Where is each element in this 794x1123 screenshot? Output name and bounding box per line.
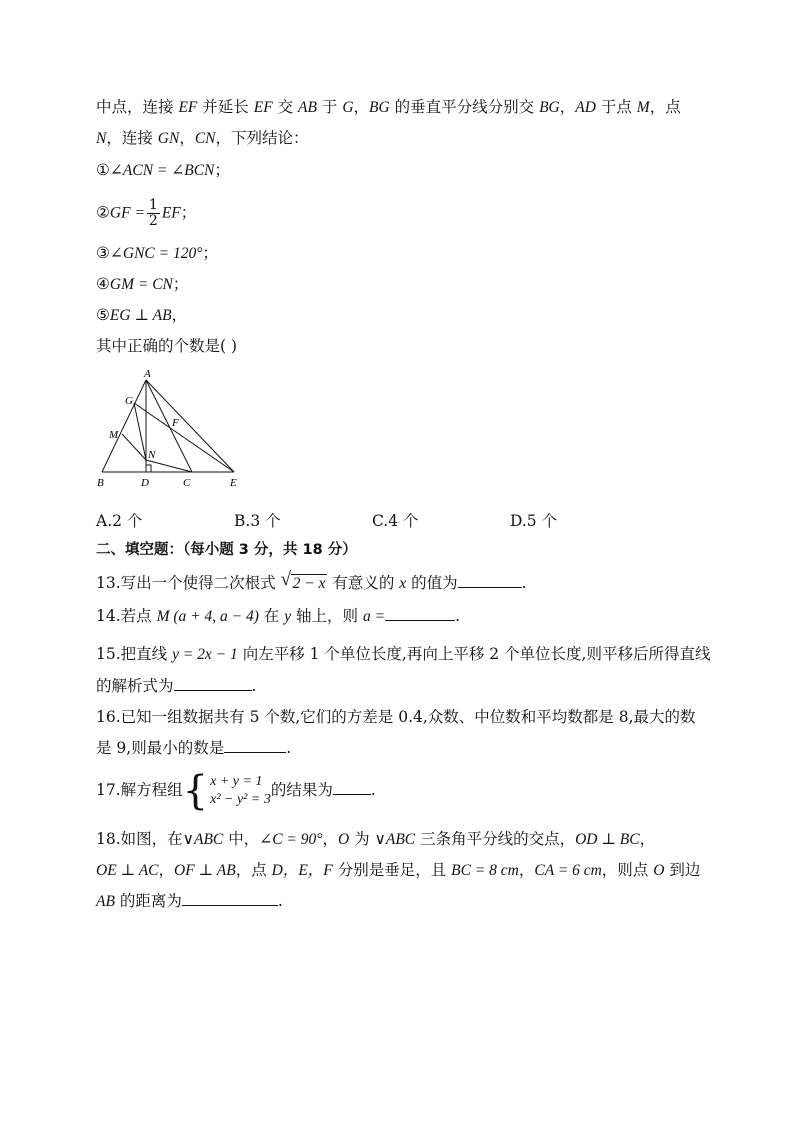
- segment-NC: [146, 460, 192, 472]
- segment-AB: [102, 380, 146, 472]
- q14: 14.若点 M (a + 4, a − 4) 在 y 轴上，则 a = .: [96, 607, 460, 625]
- label-B: B: [97, 477, 104, 488]
- option-b[interactable]: B.3 个: [234, 512, 281, 530]
- option-c[interactable]: C.4 个: [372, 512, 419, 530]
- equation-system: x + y = 1 x² − y² = 3: [210, 774, 271, 807]
- segment-MN: [122, 434, 146, 460]
- label-G: G: [125, 395, 133, 407]
- q18-line-3: AB 的距离为 .: [96, 892, 283, 910]
- q12-line-2: N，连接 GN，CN，下列结论：: [96, 129, 309, 147]
- q16-answer-blank[interactable]: [224, 738, 286, 753]
- label-E: E: [230, 477, 237, 488]
- q16-line-2: 是 9,则最小的数是 .: [96, 739, 292, 757]
- q18-line-2: OE ⊥ AC，OF ⊥ AB，点 D，E，F 分别是垂足，且 BC = 8 cm，CA = 6 cm，则点 O 到边: [96, 861, 701, 879]
- q17: 17.解方程组{ x + y = 1 x² − y² = 3 的结果为 .: [96, 768, 376, 814]
- segment-AE: [146, 380, 234, 472]
- option-d[interactable]: D.5 个: [510, 512, 558, 530]
- label-C: C: [183, 477, 191, 488]
- segment-GE: [134, 403, 234, 472]
- fraction-one-half: $\frac{1}{2}$: [148, 197, 158, 229]
- conclusion-1: ①∠ACN = ∠BCN；: [96, 161, 230, 179]
- section-title: 二、填空题：（每小题 3 分，共 18 分）: [96, 542, 357, 558]
- q12-question: 其中正确的个数是( ): [96, 337, 238, 355]
- right-angle-mark: [146, 465, 151, 472]
- triangle-figure: [90, 364, 250, 488]
- q18-line-1: 18.如图，在∨ABC 中，∠C = 90°，O 为 ∨ABC 三条角平分线的交点，OD ⊥ BC，: [96, 830, 656, 848]
- q15-line-2: 的解析式为 .: [96, 677, 257, 695]
- q14-answer-blank[interactable]: [385, 606, 455, 621]
- q17-answer-blank[interactable]: [333, 780, 371, 795]
- conclusion-2: ②GF = $\frac{1}{2}$ EF；: [96, 197, 197, 229]
- q13-answer-blank[interactable]: [458, 573, 522, 588]
- label-A: A: [144, 368, 151, 380]
- option-a[interactable]: A.2 个: [96, 512, 143, 530]
- segment-GN: [134, 403, 146, 460]
- q15-answer-blank[interactable]: [174, 676, 252, 691]
- label-F: F: [172, 417, 179, 429]
- conclusion-5: ⑤EG ⊥ AB，: [96, 306, 188, 324]
- q13: 13.写出一个使得二次根式 √ 2 − x 有意义的 x 的值为 .: [96, 569, 527, 592]
- q16-line-1: 16.已知一组数据共有 5 个数,它们的方差是 0.4,众数、中位数和平均数都是 8,最大的数: [96, 708, 696, 726]
- conclusion-3: ③∠GNC = 120°；: [96, 244, 218, 262]
- conclusion-4: ④GM = CN；: [96, 275, 189, 293]
- q15-line-1: 15.把直线 y = 2x − 1 向左平移 1 个单位长度,再向上平移 2 个单位长度,则平移后所得直线: [96, 645, 711, 663]
- left-brace-icon: {: [182, 768, 209, 814]
- label-N: N: [148, 449, 156, 461]
- q12-line-1: 中点，连接 EF 并延长 EF 交 AB 于 G，BG 的垂直平分线分别交 BG，AD 于点 M，点: [96, 98, 681, 116]
- label-M: M: [109, 429, 119, 441]
- square-root: √ 2 − x: [280, 569, 326, 592]
- q18-answer-blank[interactable]: [182, 891, 278, 906]
- radical-icon: √: [280, 569, 292, 590]
- label-D: D: [141, 477, 149, 488]
